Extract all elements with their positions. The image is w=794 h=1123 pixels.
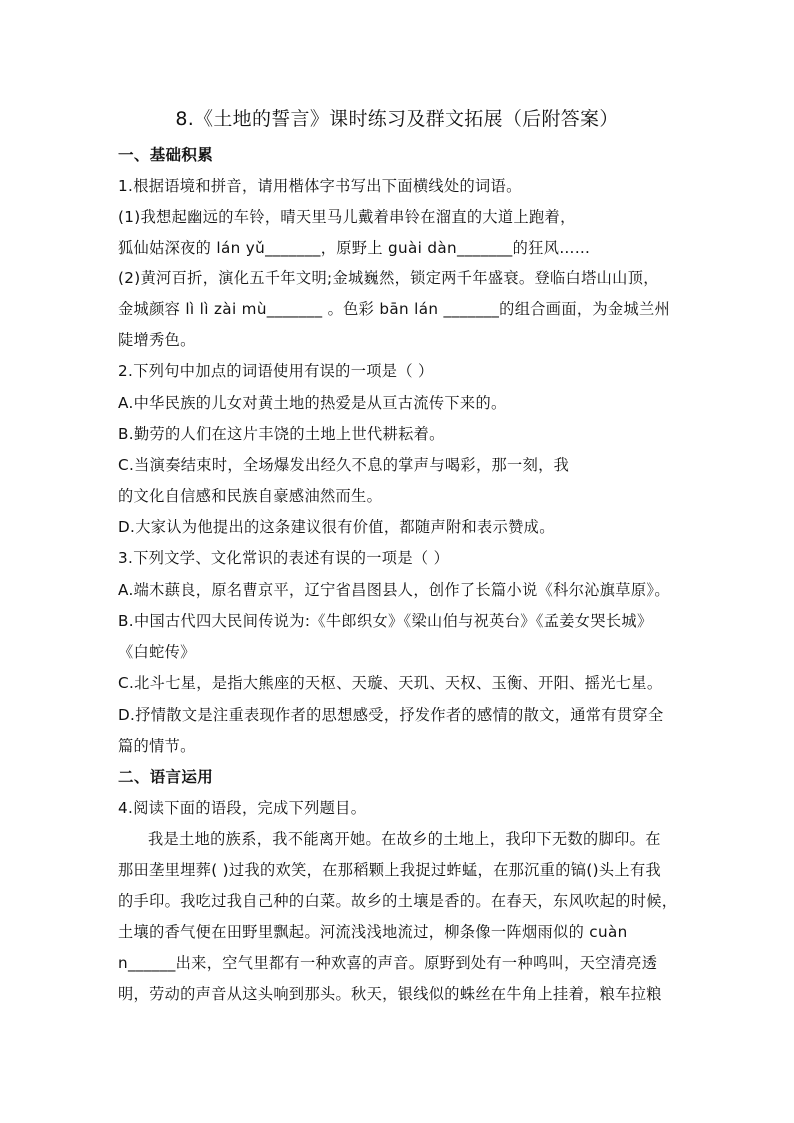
question-2-prompt: 2.下列句中加点的词语使用有误的一项是（ ）: [118, 362, 434, 380]
question-2-option-b: B.勤劳的人们在这片丰饶的土地上世代耕耘着。: [118, 425, 445, 443]
question-3-option-b: B.中国古代四大民间传说为:《牛郎织女》《梁山伯与祝英台》《孟姜女哭长城》: [118, 612, 653, 630]
question-1-prompt: 1.根据语境和拼音，请用楷体字书写出下面横线处的词语。: [118, 177, 522, 195]
passage-line-4: 土壤的香气便在田野里飘起。河流浅浅地流过，柳条像一阵烟雨似的 cuàn: [118, 923, 628, 941]
question-4-prompt: 4.阅读下面的语段，完成下列题目。: [118, 799, 367, 817]
question-2-option-d: D.大家认为他提出的这条建议很有价值，都随声附和表示赞成。: [118, 518, 555, 536]
passage-line-6: 明，劳动的声音从这头响到那头。秋天，银线似的蛛丝在牛角上挂着，粮车拉粮: [118, 985, 662, 1003]
question-1-item-2-end: 陡增秀色。: [118, 331, 196, 349]
passage-line-2: 那田垄里埋葬( )过我的欢笑，在那稻颗上我捉过蚱蜢，在那沉重的镐()头上有我: [118, 861, 662, 879]
question-3-prompt: 3.下列文学、文化常识的表述有误的一项是（ ）: [118, 549, 450, 567]
document-title: 8.《土地的誓言》课时练习及群文拓展（后附答案）: [175, 108, 619, 130]
question-3-option-d-cont: 篇的情节。: [118, 737, 196, 755]
question-3-option-d: D.抒情散文是注重表现作者的思想感受，抒发作者的感情的散文，通常有贯穿全: [118, 706, 664, 724]
question-3-option-c: C.北斗七星，是指大熊座的天枢、天璇、天玑、天权、玉衡、开阳、摇光七星。: [118, 674, 663, 692]
question-1-item-2-blanks: 金城颜容 lì lì zài mù_______ 。色彩 bān lán _______的组合画面，为金城兰州: [118, 300, 671, 318]
passage-line-1: 我是土地的族系，我不能离开她。在故乡的土地上，我印下无数的脚印。在: [148, 830, 661, 848]
passage-line-5: n______出来，空气里都有一种欢喜的声音。原野到处有一种鸣叫，天空清亮透: [118, 954, 658, 972]
question-2-option-c: C.当演奏结束时，全场爆发出经久不息的掌声与喝彩，那一刻，我: [118, 456, 570, 474]
question-3-option-b-cont: 《白蛇传》: [118, 643, 196, 661]
question-1-item-2: (2)黄河百折，演化五千年文明;金城巍然，锁定两千年盛衰。登临白塔山山顶，: [118, 269, 659, 287]
question-1-item-1: (1)我想起幽远的车铃，晴天里马儿戴着串铃在溜直的大道上跑着，: [118, 208, 576, 226]
question-3-option-a: A.端木蕻良，原名曹京平，辽宁省昌图县人，创作了长篇小说《科尔沁旗草原》。: [118, 581, 670, 599]
question-2-option-c-cont: 的文化自信感和民族自豪感油然而生。: [118, 487, 383, 505]
question-2-option-a: A.中华民族的儿女对黄土地的热爱是从亘古流传下来的。: [118, 394, 507, 412]
question-1-item-1-blanks: 狐仙姑深夜的 lán yǔ_______，原野上 guài dàn_______的狂风……: [118, 239, 591, 257]
section-heading-basic: 一、基础积累: [118, 146, 214, 164]
passage-line-3: 的手印。我吃过我自己种的白菜。故乡的土壤是香的。在春天，东风吹起的时候，: [118, 892, 678, 910]
section-heading-language: 二、语言运用: [118, 768, 214, 786]
